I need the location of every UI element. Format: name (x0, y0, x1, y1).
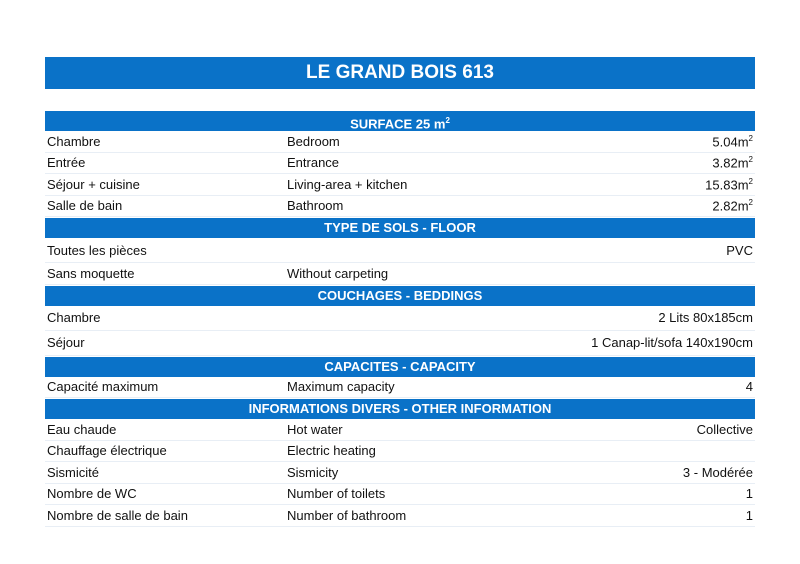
superscript: 2 (748, 198, 753, 208)
section-header-capacity: CAPACITES - CAPACITY (45, 357, 755, 377)
value-text: 2.82m (712, 198, 749, 214)
section-header-other: INFORMATIONS DIVERS - OTHER INFORMATION (45, 399, 755, 419)
label-en: Living-area + kitchen (287, 176, 408, 192)
value-text: 5.04m (712, 133, 749, 149)
table-row (45, 263, 755, 285)
table-row (45, 441, 755, 463)
row-value (587, 155, 755, 170)
table-row (45, 377, 755, 399)
label-fr: Eau chaude (47, 421, 117, 437)
label-fr: Salle de bain (47, 198, 123, 214)
superscript: 2 (445, 116, 450, 125)
value-text: 3.82m (712, 155, 749, 171)
row-value (587, 177, 755, 192)
row-value: Collective (696, 421, 753, 437)
label-fr: Nombre de WC (47, 486, 137, 502)
row-value: 3 - Modérée (682, 464, 753, 480)
label-en: Bedroom (287, 133, 340, 149)
section-heading: SURFACE 25 m (350, 116, 446, 132)
label-fr: Capacité maximum (47, 379, 159, 395)
label-fr: Toutes les pièces (47, 242, 147, 258)
label-fr: Chambre (47, 310, 101, 325)
row-value: 4 (745, 379, 753, 395)
table-row (45, 174, 755, 196)
row-value: 1 (745, 507, 753, 523)
row-value: 2 Lits 80x185cm (658, 310, 753, 325)
label-fr: Séjour + cuisine (47, 176, 140, 192)
table-row (45, 196, 755, 218)
superscript: 2 (748, 176, 753, 186)
label-fr: Chambre (47, 133, 101, 149)
label-en: Number of bathroom (287, 507, 407, 523)
table-row (45, 484, 755, 506)
table-row (45, 153, 755, 175)
label-en: Electric heating (287, 443, 376, 459)
label-fr: Sismicité (47, 464, 100, 480)
page-title: LE GRAND BOIS 613 (45, 57, 755, 89)
label-fr: Séjour (47, 335, 85, 350)
label-fr: Sans moquette (47, 265, 135, 281)
table-row (45, 131, 755, 153)
label-fr: Chauffage électrique (47, 443, 167, 459)
label-en: Hot water (287, 421, 343, 437)
property-sheet (45, 110, 755, 527)
label-en: Without carpeting (287, 265, 389, 281)
section-header-beddings: COUCHAGES - BEDDINGS (45, 286, 755, 306)
table-row (45, 238, 755, 263)
row-value: PVC (726, 242, 753, 258)
section-header-floor: TYPE DE SOLS - FLOOR (45, 218, 755, 238)
label-en: Sismicity (287, 464, 339, 480)
row-value: 1 Canap-lit/sofa 140x190cm (591, 335, 753, 350)
superscript: 2 (748, 133, 753, 143)
label-fr: Entrée (47, 155, 86, 171)
row-value (587, 198, 755, 213)
superscript: 2 (748, 155, 753, 165)
label-en: Bathroom (287, 198, 344, 214)
table-row (45, 419, 755, 441)
label-fr: Nombre de salle de bain (47, 507, 188, 523)
label-en: Entrance (287, 155, 340, 171)
table-row (45, 306, 755, 331)
label-en: Maximum capacity (287, 379, 395, 395)
row-value (587, 134, 755, 149)
value-text: 15.83m (705, 176, 749, 192)
table-row (45, 505, 755, 527)
label-en: Number of toilets (287, 486, 386, 502)
table-row (45, 331, 755, 356)
section-header-surface (45, 111, 755, 131)
table-row (45, 462, 755, 484)
row-value: 1 (745, 486, 753, 502)
